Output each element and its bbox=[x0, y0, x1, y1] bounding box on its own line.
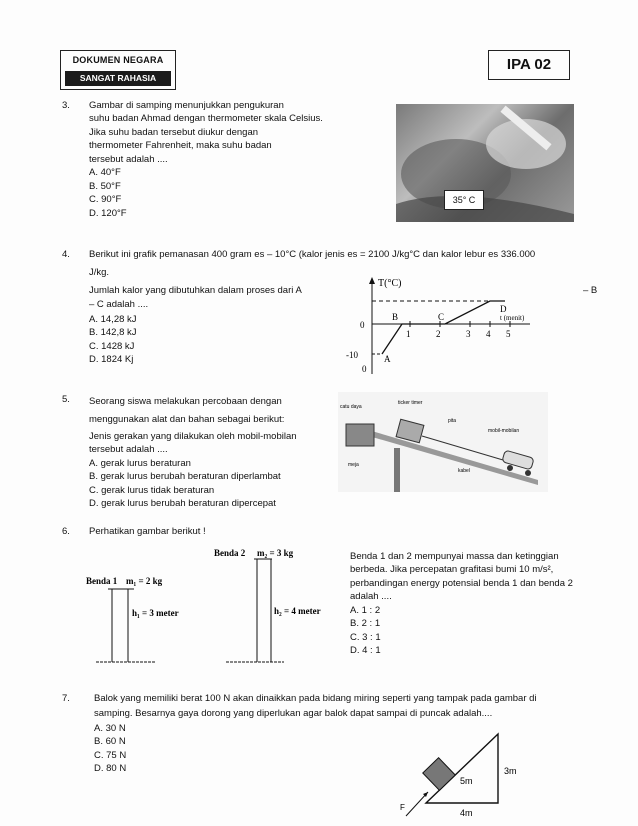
q7-line2: samping. Besarnya gaya dorong yang diperlukan agar balok dapat sampai di puncak adalah.... bbox=[94, 708, 493, 719]
q5-number: 5. bbox=[62, 394, 70, 405]
q3-line: suhu badan Ahmad dengan thermometer skala Celsius. bbox=[89, 113, 323, 125]
q3-text bbox=[89, 99, 359, 220]
q3-thermometer-photo bbox=[396, 104, 574, 222]
q4-option-a: A. 14,28 kJ bbox=[89, 314, 137, 325]
q4-option-c: C. 1428 kJ bbox=[89, 340, 135, 352]
point-b: B bbox=[392, 312, 399, 322]
x-tick-3: 3 bbox=[466, 329, 471, 339]
label-cable: kabel bbox=[458, 468, 470, 474]
q4-options bbox=[89, 313, 137, 367]
car-wheel bbox=[525, 470, 531, 476]
q5-text-2 bbox=[89, 430, 334, 511]
label-table: meja bbox=[348, 462, 359, 468]
b2-mass: m₂ = 3 kg bbox=[257, 548, 294, 558]
q3-photo-shapes bbox=[396, 104, 574, 222]
car-wheel bbox=[507, 465, 513, 471]
x-tick-4: 4 bbox=[486, 329, 491, 339]
b1-height: h₁ = 3 meter bbox=[132, 608, 179, 618]
q6-option-b: B. 2 : 1 bbox=[350, 618, 381, 630]
q3-temperature-label: 35° C bbox=[444, 190, 484, 210]
q7-options bbox=[94, 722, 126, 776]
incline-block bbox=[423, 758, 455, 791]
q5-option-c: C. gerak lurus tidak beraturan bbox=[89, 484, 215, 496]
q4-line4: – C adalah .... bbox=[89, 299, 149, 310]
q5-line: Jenis gerakan yang dilakukan oleh mobil-mobilan bbox=[89, 431, 297, 442]
q6-option-c: C. 3 : 1 bbox=[350, 631, 381, 643]
q5-option-d: D. gerak lurus berubah beraturan dipercepat bbox=[89, 498, 276, 510]
q4-option-d: D. 1824 Kj bbox=[89, 354, 134, 366]
q6-intro: Perhatikan gambar berikut ! bbox=[89, 526, 206, 537]
heating-curve bbox=[382, 301, 505, 354]
q5-line: tersebut adalah .... bbox=[89, 444, 168, 456]
q7-option-b: B. 60 N bbox=[94, 736, 126, 748]
q6-number: 6. bbox=[62, 526, 70, 537]
point-c: C bbox=[438, 312, 445, 322]
q7-option-c: C. 75 N bbox=[94, 749, 127, 761]
q5-text bbox=[89, 393, 334, 429]
q3-line: Gambar di samping menunjukkan pengukuran bbox=[89, 100, 284, 111]
x-axis-label: t (menit) bbox=[500, 314, 525, 322]
q6-option-d: D. 4 : 1 bbox=[350, 645, 381, 657]
b2-height: h₂ = 4 meter bbox=[274, 606, 321, 616]
point-d: D bbox=[500, 304, 507, 314]
q3-option-b: B. 50°F bbox=[89, 180, 121, 192]
x-tick-5: 5 bbox=[506, 329, 511, 339]
y-axis-label: T(°C) bbox=[378, 278, 402, 289]
document-header-box bbox=[60, 50, 176, 90]
q5-option-a: A. gerak lurus beraturan bbox=[89, 457, 191, 469]
table-leg bbox=[394, 448, 400, 492]
q4-suffix-b: – B bbox=[583, 285, 598, 296]
label-tape: pita bbox=[448, 418, 457, 424]
secret-label: SANGAT RAHASIA bbox=[65, 71, 171, 86]
q6-text bbox=[350, 550, 610, 658]
q6-option-a: A. 1 : 2 bbox=[350, 604, 381, 616]
label-car: mobil-mobilan bbox=[488, 428, 520, 434]
q4-option-b: B. 142,8 kJ bbox=[89, 327, 137, 339]
q4-heating-graph bbox=[340, 274, 540, 384]
q6-figure bbox=[86, 544, 346, 672]
q4-line1: Berikut ini grafik pemanasan 400 gram es – 10°C (kalor jenis es = 2100 J/kg°C dan kalor lebur es 336.000 bbox=[89, 249, 536, 260]
q5-option-b: B. gerak lurus berubah beraturan diperlambat bbox=[89, 471, 281, 483]
q3-option-c: C. 90°F bbox=[89, 194, 122, 206]
q6-line: Benda 1 dan 2 mempunyai massa dan ketinggian bbox=[350, 551, 559, 562]
q3-option-a: A. 40°F bbox=[89, 167, 121, 179]
height-label: 3m bbox=[504, 766, 517, 776]
origin-label: 0 bbox=[362, 364, 367, 374]
q7-line1: Balok yang memiliki berat 100 N akan dinaikkan pada bidang miring seperti yang tampak pada gambar di bbox=[94, 693, 537, 704]
doc-label: DOKUMEN NEGARA bbox=[72, 55, 164, 65]
q3-line: thermometer Fahrenheit, maka suhu badan bbox=[89, 140, 272, 152]
q4-line2: J/kg. bbox=[89, 267, 110, 278]
b1-mass: m₁ = 2 kg bbox=[126, 576, 163, 586]
power-supply bbox=[346, 424, 374, 446]
y-tick-zero: 0 bbox=[360, 320, 365, 330]
q3-number: 3. bbox=[62, 100, 70, 111]
b2-label: Benda 2 bbox=[214, 548, 246, 558]
hyp-label: 5m bbox=[460, 776, 473, 786]
y-axis-arrow bbox=[369, 277, 375, 284]
base-label: 4m bbox=[460, 808, 473, 818]
q7-option-d: D. 80 N bbox=[94, 763, 127, 775]
q5-line: menggunakan alat dan bahan sebagai berikut: bbox=[89, 414, 285, 426]
q3-line: Jika suhu badan tersebut diukur dengan bbox=[89, 126, 259, 138]
label-power: catu daya bbox=[340, 404, 362, 410]
force-label: F bbox=[400, 803, 405, 812]
x-tick-1: 1 bbox=[406, 329, 411, 339]
x-tick-2: 2 bbox=[436, 329, 441, 339]
q6-line: perbandingan energy potensial benda 1 dan benda 2 bbox=[350, 577, 573, 589]
q4-line3: Jumlah kalor yang dibutuhkan dalam proses dari A bbox=[89, 285, 302, 296]
q7-option-a: A. 30 N bbox=[94, 723, 126, 734]
b1-label: Benda 1 bbox=[86, 576, 118, 586]
exam-code: IPA 02 bbox=[488, 50, 570, 80]
q3-option-d: D. 120°F bbox=[89, 207, 127, 219]
q6-line: berbeda. Jika percepatan grafitasi bumi 10 m/s², bbox=[350, 564, 554, 576]
q5-experiment-figure bbox=[338, 392, 548, 492]
q3-line: tersebut adalah .... bbox=[89, 153, 168, 165]
point-a: A bbox=[384, 354, 391, 364]
label-timer: ticker timer bbox=[398, 400, 423, 406]
q6-line: adalah .... bbox=[350, 591, 392, 603]
q7-incline-figure bbox=[398, 718, 528, 822]
y-tick-neg: -10 bbox=[346, 350, 358, 360]
q7-number: 7. bbox=[62, 693, 70, 704]
q4-number: 4. bbox=[62, 249, 70, 260]
q5-line: Seorang siswa melakukan percobaan dengan bbox=[89, 396, 282, 407]
